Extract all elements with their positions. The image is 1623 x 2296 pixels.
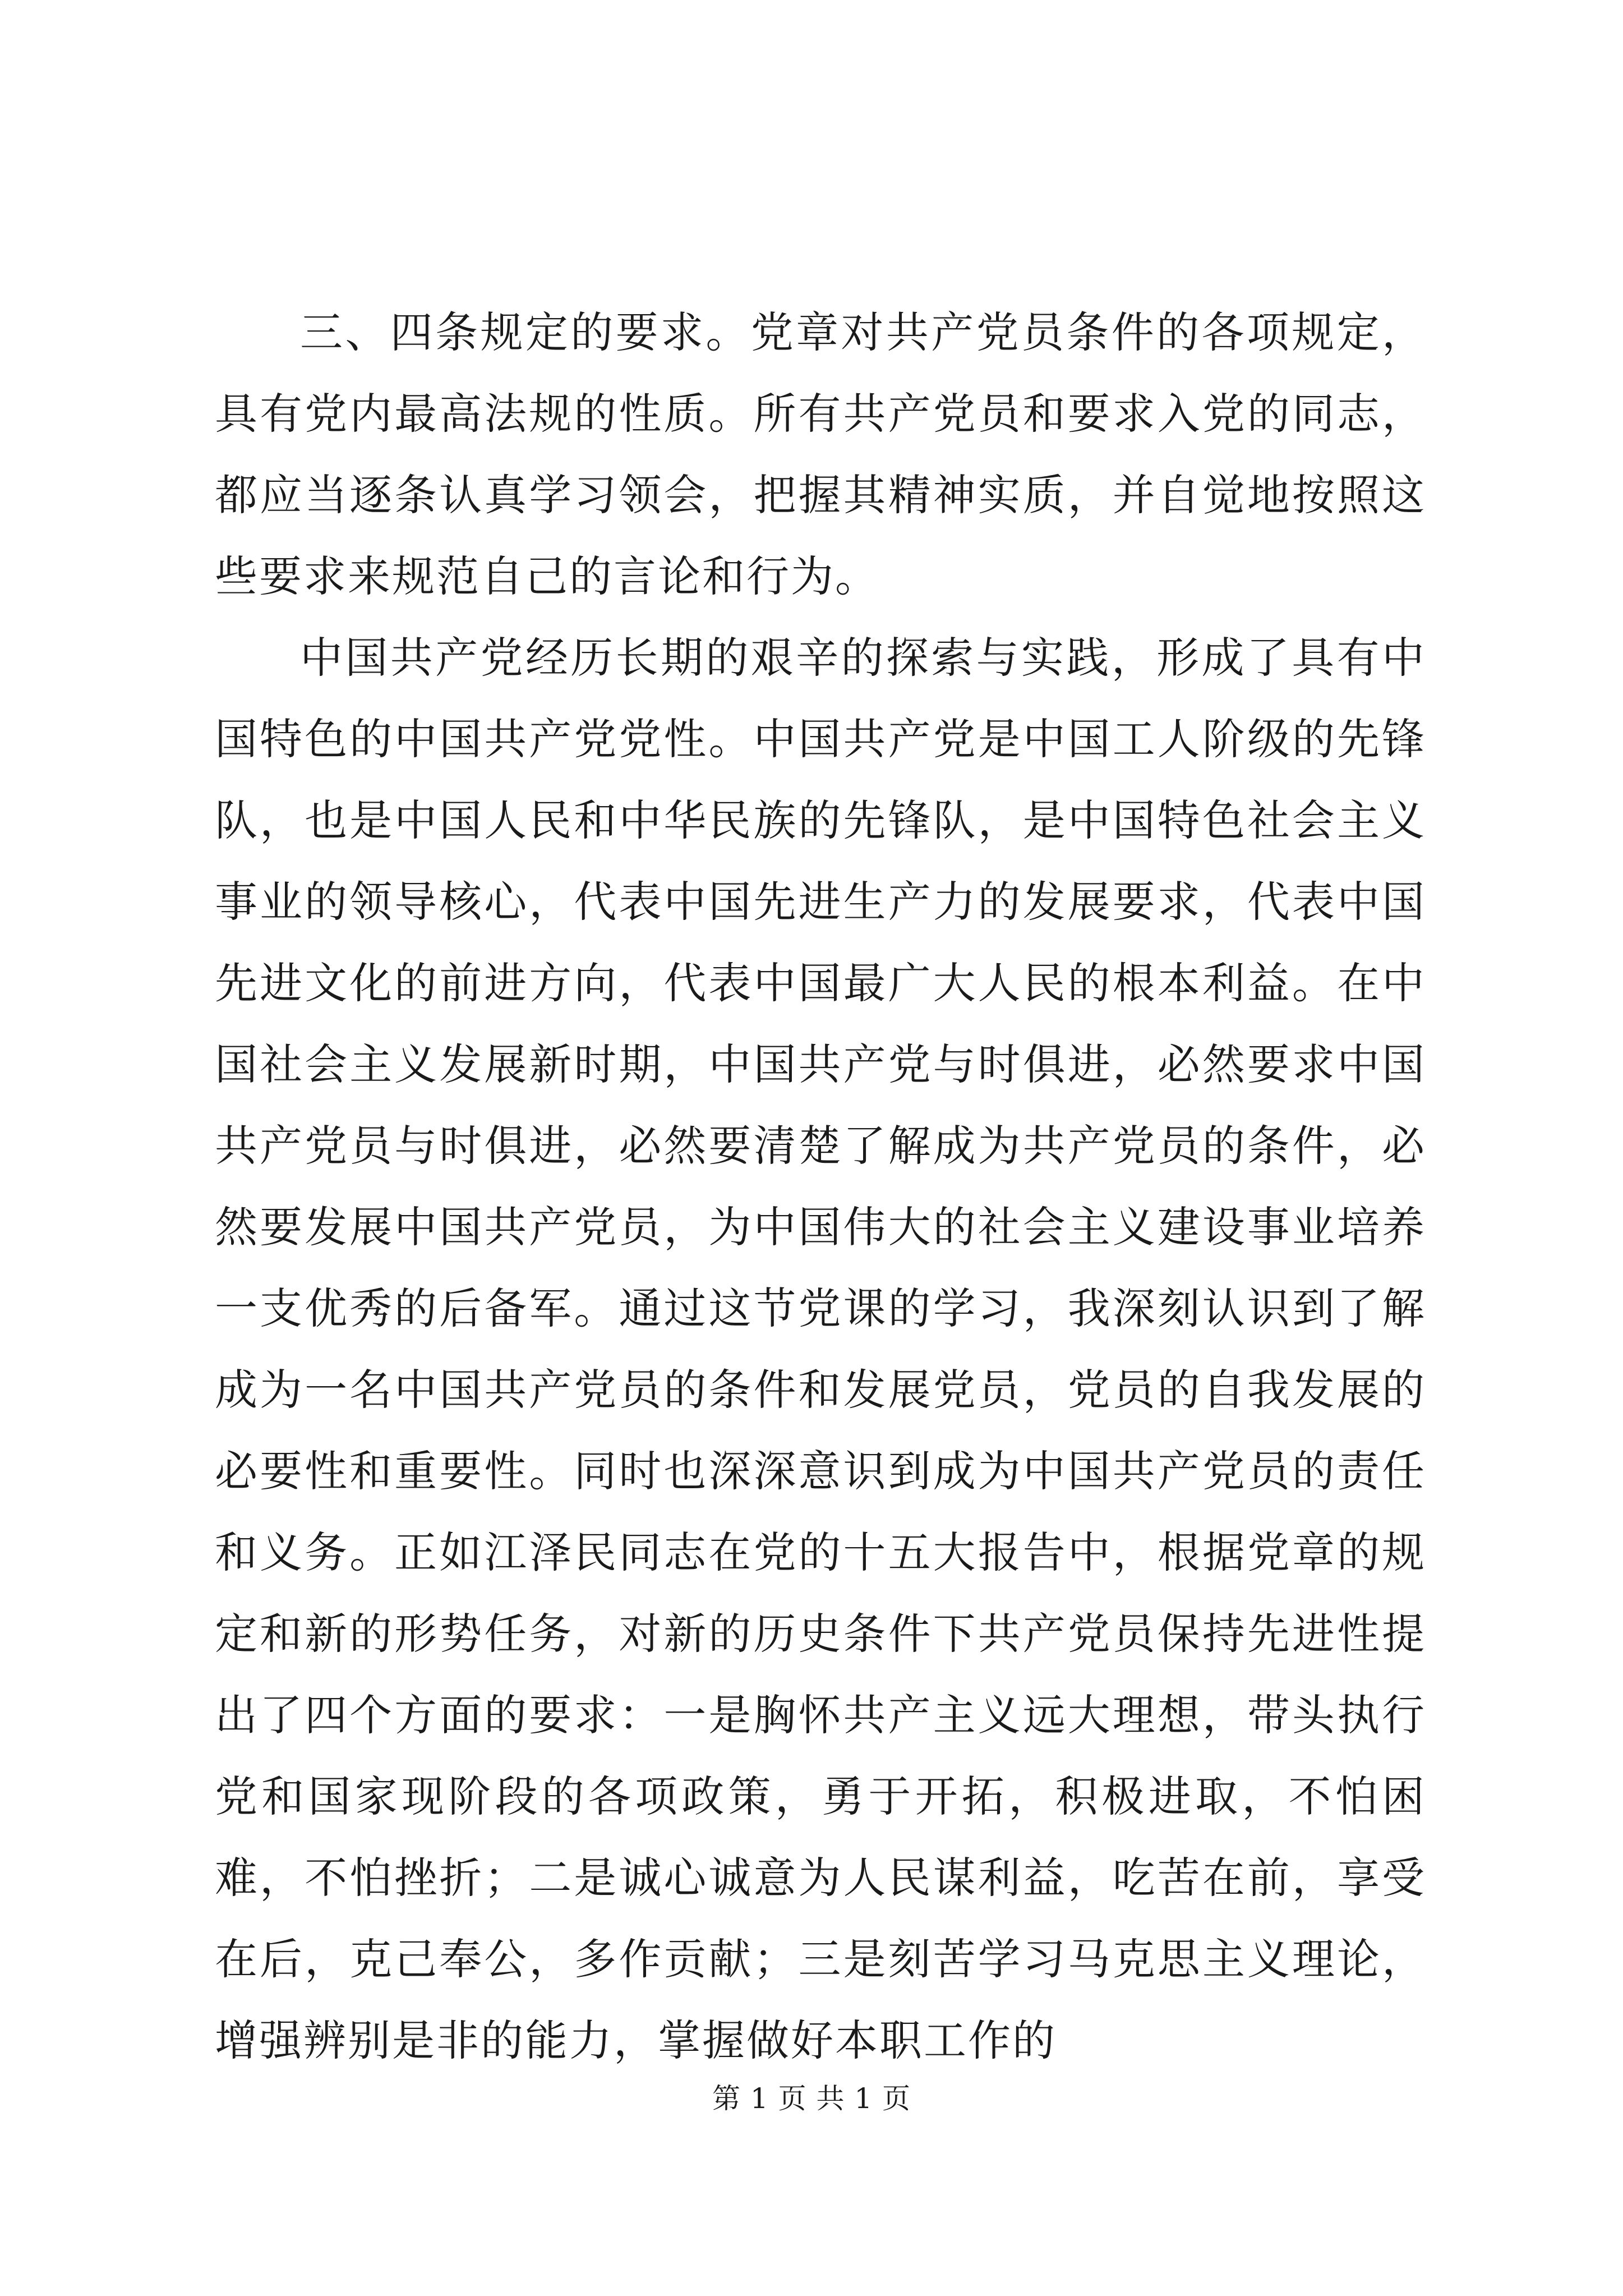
document-body [215,292,1426,2081]
page-footer: 第 1 页 共 1 页 [712,2082,911,2115]
paragraph-2: 中国共产党经历长期的艰辛的探索与实践，形成了具有中国特色的中国共产党党性。中国共产党是中国工人阶级的先锋队，也是中国人民和中华民族的先锋队，是中国特色社会主义事业的领导核心，代表中国先进生产力的发展要求，代表中国先进文化的前进方向，代表中国最广大人民的根本利益。在中国社会主义发展新时期，中国共产党与时俱进，必然要求中国共产党员与时俱进，必然要清楚了解成为共产党员的条件，必然要发展中国共产党员，为中国伟大的社会主义建设事业培养一支优秀的后备军。通过这节党课的学习，我深刻认识到了解成为一名中国共产党员的条件和发展党员，党员的自我发展的必要性和重要性。同时也深深意识到成为中国共产党员的责任和义务。正如江泽民同志在党的十五大报告中，根据党章的规定和新的形势任务，对新的历史条件下共产党员保持先进性提出了四个方面的要求：一是胸怀共产主义远大理想，带头执行党和国家现阶段的各项政策，勇于开拓，积极进取，不怕困难，不怕挫折；二是诚心诚意为人民谋利益，吃苦在前，享受在后，克己奉公，多作贡献；三是刻苦学习马克思主义理论，增强辨别是非的能力，掌握做好本职工作的 [215,633,1426,2065]
paragraph-1: 三、四条规定的要求。党章对共产党员条件的各项规定，具有党内最高法规的性质。所有共产党员和要求入党的同志，都应当逐条认真学习领会，把握其精神实质，并自觉地按照这些要求来规范自己的言论和行为。 [215,307,1426,601]
